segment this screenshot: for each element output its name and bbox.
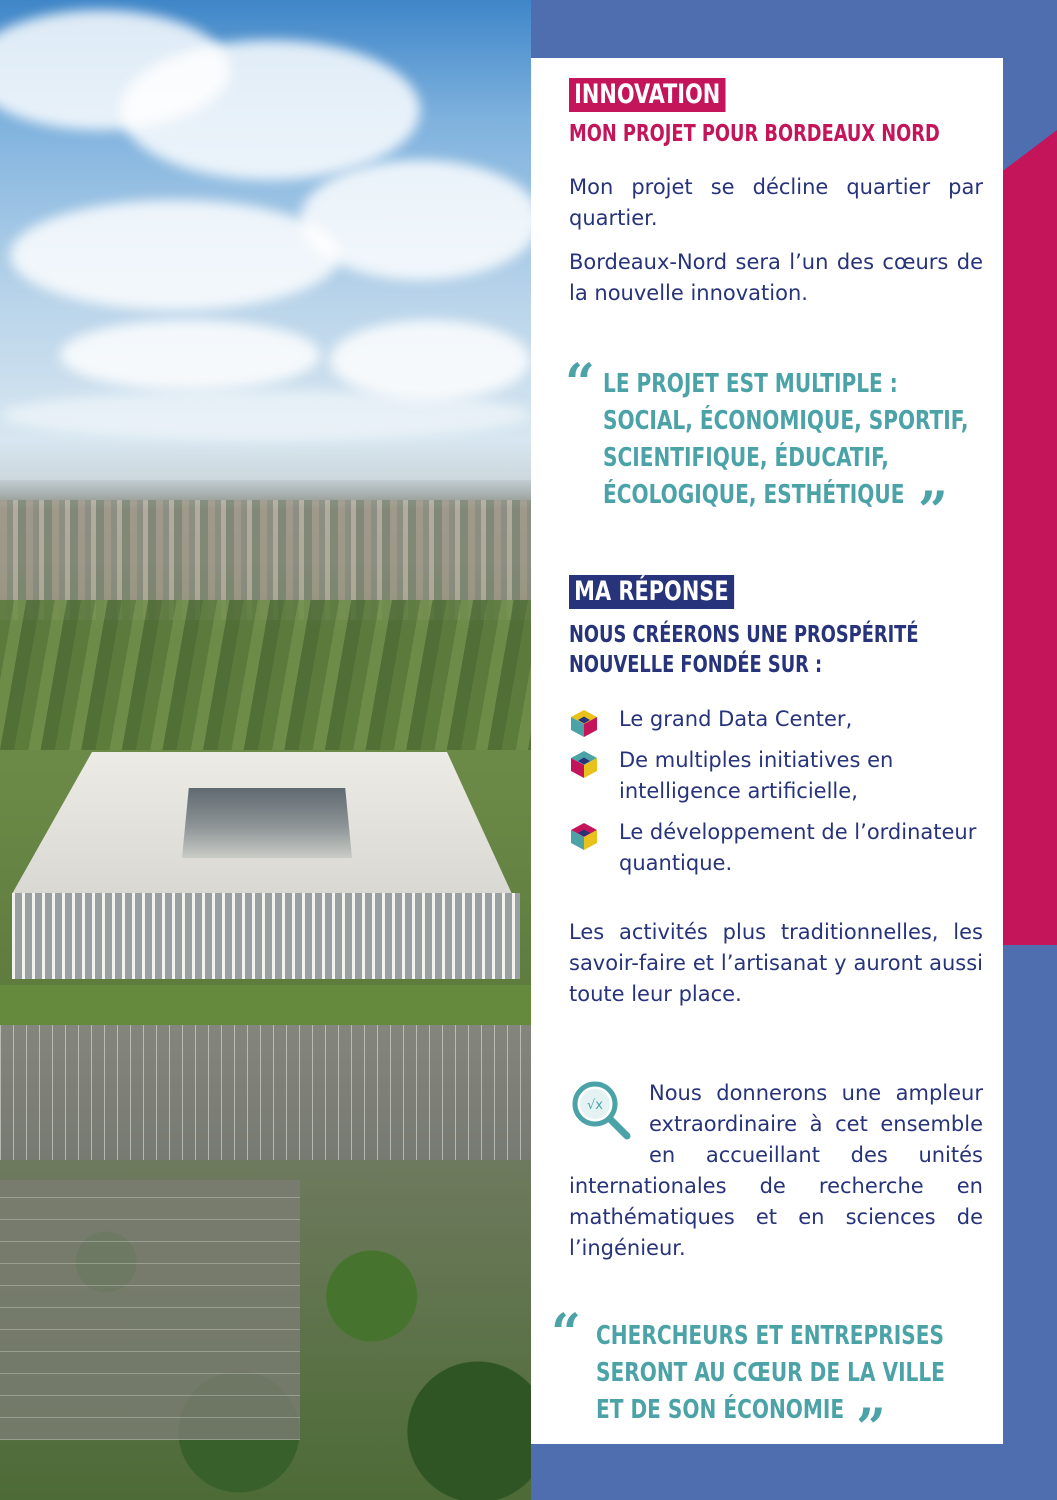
- quote1-line: ÉCOLOGIQUE, ESTHÉTIQUE: [603, 480, 905, 510]
- green-area: [0, 600, 531, 750]
- section1-subtitle: MON PROJET POUR BORDEAUX NORD: [569, 121, 940, 147]
- cloud: [120, 40, 420, 180]
- parking-lot-lower: [0, 1180, 300, 1440]
- innovation-tag: INNOVATION: [569, 78, 725, 112]
- bullet-list: [569, 704, 983, 889]
- list-item: [569, 817, 983, 879]
- list-item-text: De multiples initiatives en intelligence artificielle,: [619, 748, 894, 803]
- stadium-field: [182, 788, 352, 858]
- cloud: [330, 320, 530, 400]
- quote-2: [596, 1318, 974, 1429]
- paragraph-4: Nous donnerons une ampleur extraordinaire à cet ensemble en accueillant des unités internationales de recherche en mathématiques et en sciences de l’ingénieur.: [569, 1081, 983, 1260]
- quote2-line: SERONT AU CŒUR DE LA VILLE: [596, 1358, 945, 1388]
- quote2-line: ET DE SON ÉCONOMIE: [596, 1395, 845, 1425]
- section2-subtitle: [569, 620, 918, 680]
- quote1-line: SOCIAL, ÉCONOMIQUE, SPORTIF,: [603, 406, 969, 436]
- cube-icon: [569, 821, 599, 851]
- parking-lot: [0, 1025, 531, 1165]
- lawn: [0, 985, 531, 1025]
- list-item: [569, 745, 983, 807]
- cloud: [60, 320, 320, 390]
- cube-icon: [569, 749, 599, 779]
- cloud: [10, 200, 340, 310]
- quote1-line: SCIENTIFIQUE, ÉDUCATIF,: [603, 443, 889, 473]
- magenta-accent-strip: [1003, 130, 1057, 945]
- quote2-close-mark: ”: [856, 1398, 886, 1459]
- math-magnifier-icon: [569, 1078, 649, 1146]
- ma-reponse-tag: MA RÉPONSE: [569, 575, 734, 609]
- quote2-open-mark: “: [551, 1303, 581, 1364]
- cube-icon: [569, 708, 599, 738]
- paragraph-2: Bordeaux-Nord sera l’un des cœurs de la nouvelle innovation.: [569, 250, 983, 305]
- section2-subtitle-line: NOUVELLE FONDÉE SUR :: [569, 652, 823, 678]
- paragraph-4-block: [569, 1078, 983, 1264]
- paragraph-3: Les activités plus traditionnelles, les savoir-faire et l’artisanat y auront aussi toute leur place.: [569, 920, 983, 1006]
- paragraph-1: Mon projet se décline quartier par quartier.: [569, 175, 983, 230]
- list-item-text: Le développement de l’ordinateur quantique.: [619, 820, 977, 875]
- section2-subtitle-line: NOUS CRÉERONS UNE PROSPÉRITÉ: [569, 622, 919, 648]
- list-item: [569, 704, 983, 735]
- quote1-close-mark: ”: [918, 481, 948, 542]
- stadium-columns: [12, 893, 520, 979]
- horizon: [0, 480, 531, 502]
- quote2-line: CHERCHEURS ET ENTREPRISES: [596, 1321, 944, 1351]
- quote1-line: LE PROJET EST MULTIPLE :: [603, 369, 898, 399]
- svg-text:√x: √x: [587, 1098, 603, 1113]
- cloud: [0, 390, 531, 440]
- list-item-text: Le grand Data Center,: [619, 707, 853, 731]
- quote1-open-mark: “: [565, 353, 595, 414]
